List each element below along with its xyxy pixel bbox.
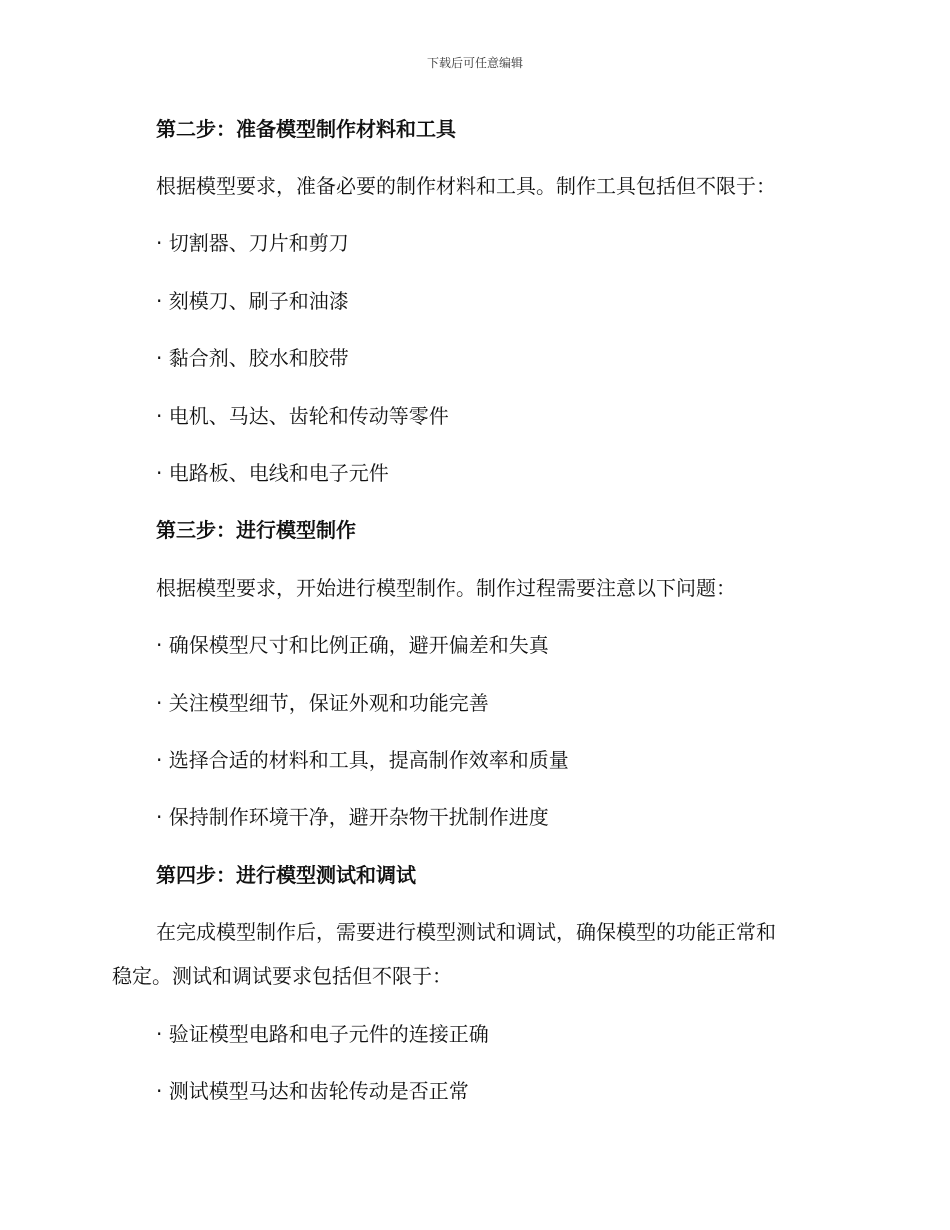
list-item: · 黏合剂、胶水和胶带 — [156, 346, 349, 370]
step2-intro: 根据模型要求，准备必要的制作材料和工具。制作工具包括但不限于： — [156, 174, 776, 198]
step2-heading: 第二步：准备模型制作材料和工具 — [156, 117, 456, 141]
list-item: · 刻模刀、刷子和油漆 — [156, 289, 349, 313]
list-item: · 确保模型尺寸和比例正确，避开偏差和失真 — [156, 633, 549, 657]
step4-intro-line1: 在完成模型制作后，需要进行模型测试和调试，确保模型的功能正常和 — [156, 920, 776, 944]
list-item: · 关注模型细节，保证外观和功能完善 — [156, 691, 489, 715]
list-item: · 选择合适的材料和工具，提高制作效率和质量 — [156, 748, 569, 772]
list-item: · 切割器、刀片和剪刀 — [156, 231, 349, 255]
page-header: 下载后可任意编辑 — [426, 56, 523, 70]
step3-intro: 根据模型要求，开始进行模型制作。制作过程需要注意以下问题： — [156, 576, 736, 600]
list-item: · 保持制作环境干净，避开杂物干扰制作进度 — [156, 805, 549, 829]
list-item: · 电路板、电线和电子元件 — [156, 461, 389, 485]
step3-heading: 第三步：进行模型制作 — [156, 518, 356, 542]
step4-heading: 第四步：进行模型测试和调试 — [156, 863, 416, 887]
list-item: · 验证模型电路和电子元件的连接正确 — [156, 1022, 489, 1046]
list-item: · 测试模型马达和齿轮传动是否正常 — [156, 1079, 469, 1103]
step4-intro-line2: 稳定。测试和调试要求包括但不限于： — [112, 964, 452, 988]
list-item: · 电机、马达、齿轮和传动等零件 — [156, 404, 449, 428]
